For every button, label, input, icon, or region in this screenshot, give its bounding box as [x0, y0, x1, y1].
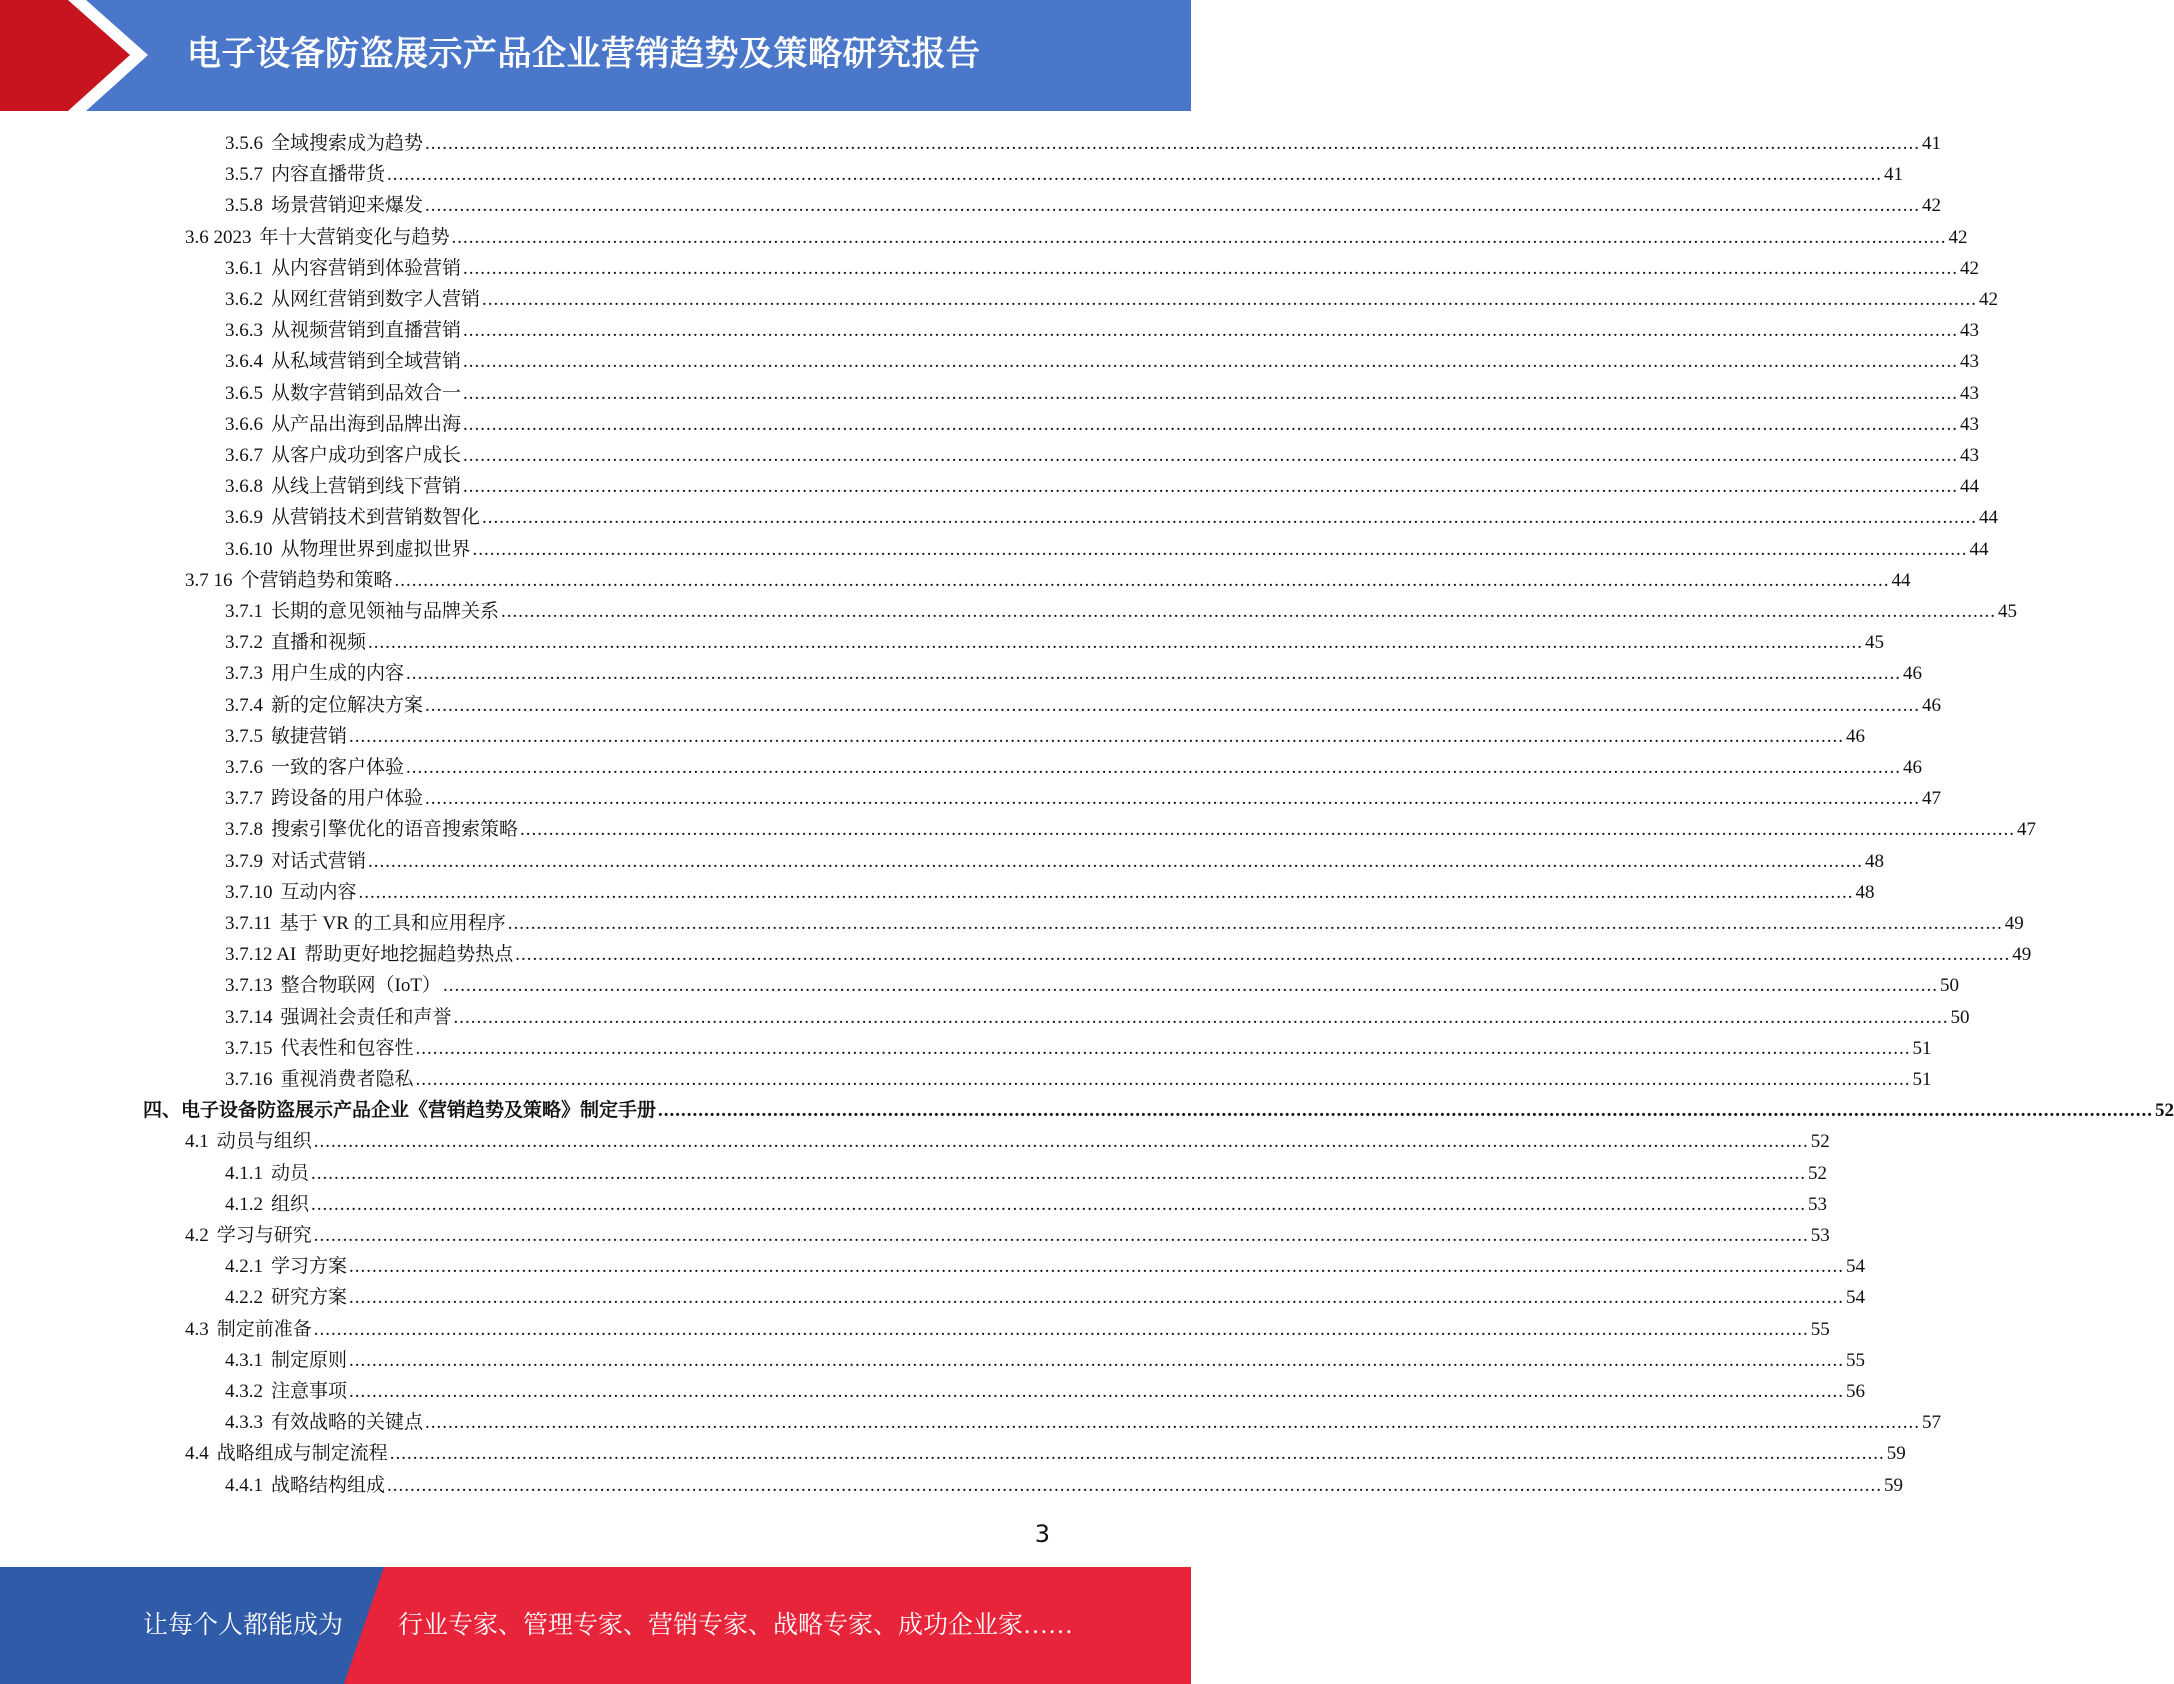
toc-entry-number: 3.6.10: [225, 538, 273, 560]
toc-entry-page: 57: [1922, 1412, 1942, 1434]
toc-entry-number: 3.7.8: [225, 819, 263, 841]
toc-leader-dots: ....................................................................................................................................................................................................................................................................: [425, 1412, 1921, 1434]
toc-leader-dots: ....................................................................................................................................................................................................................................................................: [349, 1256, 1845, 1278]
toc-entry-page: 41: [1922, 133, 1942, 154]
toc-entry-number: 4.2.1: [225, 1256, 263, 1278]
toc-entry-title: 内容直播带货: [271, 164, 386, 186]
toc-entry-title: 从私域营销到全域营销: [271, 351, 462, 373]
toc-leader-dots: ....................................................................................................................................................................................................................................................................: [406, 663, 1902, 685]
toc-entry[interactable]: [143, 1095, 2174, 1126]
toc-entry-page: 51: [1912, 1069, 1932, 1090]
toc-entry-title: 注意事项: [271, 1381, 348, 1402]
toc-leader-dots: ....................................................................................................................................................................................................................................................................: [501, 601, 1997, 622]
toc-entry[interactable]: [225, 1002, 1970, 1033]
toc-entry-title: 学习方案: [271, 1256, 348, 1278]
toc-entry-number: 3.7.16: [225, 1069, 273, 1090]
toc-leader-dots: ....................................................................................................................................................................................................................................................................: [313, 1318, 1809, 1340]
toc-leader-dots: ....................................................................................................................................................................................................................................................................: [515, 944, 2011, 966]
toc-entry-number: 3.7.2: [225, 632, 263, 654]
toc-entry-number: 4.1: [185, 1131, 209, 1153]
toc-entry-number: 4.1.2: [225, 1193, 263, 1215]
toc-leader-dots: ....................................................................................................................................................................................................................................................................: [311, 1162, 1807, 1184]
toc-entry-title: 用户生成的内容: [271, 663, 405, 685]
toc-entry-title: 战略组成与制定流程: [216, 1443, 388, 1465]
toc-entry[interactable]: [225, 596, 2018, 627]
page-footer: [0, 1567, 1191, 1684]
toc-entry-title: 研究方案: [271, 1287, 348, 1309]
toc-entry-number: 4.3.2: [225, 1381, 263, 1402]
toc-entry[interactable]: [225, 534, 1989, 565]
toc-entry-page: 46: [1903, 757, 1923, 778]
toc-entry-title: 制定原则: [271, 1349, 348, 1371]
toc-entry[interactable]: [185, 1220, 1830, 1251]
toc-entry-page: 56: [1846, 1381, 1866, 1402]
toc-entry[interactable]: [225, 939, 2032, 970]
toc-entry-number: 3.7.1: [225, 601, 263, 622]
toc-entry-number: 4.3: [185, 1318, 209, 1340]
toc-entry[interactable]: [225, 502, 1999, 533]
toc-entry-number: 3.6.3: [225, 320, 263, 342]
footer-slogan-right: 行业专家、管理专家、营销专家、战略专家、成功企业家……: [398, 1612, 1074, 1639]
toc-entry[interactable]: [225, 378, 1980, 409]
toc-leader-dots: ....................................................................................................................................................................................................................................................................: [406, 757, 1902, 778]
toc-entry-title: 一致的客户体验: [271, 757, 405, 778]
toc-entry-page: 45: [1998, 601, 2018, 622]
toc-leader-dots: ....................................................................................................................................................................................................................................................................: [463, 382, 1959, 404]
toc-entry-number: 4.2.2: [225, 1287, 263, 1309]
toc-entry-page: 43: [1960, 351, 1980, 373]
page-number: 3: [1034, 1520, 1050, 1548]
toc-entry-number: 3.5.7: [225, 164, 263, 186]
toc-leader-dots: ....................................................................................................................................................................................................................................................................: [368, 850, 1864, 872]
toc-leader-dots: ....................................................................................................................................................................................................................................................................: [658, 1100, 2154, 1122]
toc-entry[interactable]: [225, 658, 1923, 689]
toc-leader-dots: ....................................................................................................................................................................................................................................................................: [425, 788, 1921, 810]
toc-entry-title: 重视消费者隐私: [280, 1069, 414, 1090]
toc-entry-page: 46: [1846, 725, 1866, 747]
toc-entry-page: 42: [1922, 195, 1942, 217]
toc-leader-dots: ....................................................................................................................................................................................................................................................................: [463, 351, 1959, 373]
toc-entry-page: 52: [2155, 1100, 2174, 1122]
toc-leader-dots: ....................................................................................................................................................................................................................................................................: [394, 569, 1890, 591]
toc-entry-title: 战略结构组成: [271, 1474, 386, 1496]
toc-entry-number: 3.6.9: [225, 507, 263, 529]
toc-entry[interactable]: [185, 565, 1911, 596]
toc-entry-number: 3.6.5: [225, 382, 263, 404]
toc-entry-title: 敏捷营销: [271, 725, 348, 747]
toc-leader-dots: ....................................................................................................................................................................................................................................................................: [389, 1443, 1885, 1465]
toc-entry-page: 53: [1810, 1225, 1830, 1246]
toc-entry-title: 从客户成功到客户成长: [271, 445, 462, 466]
toc-entry-page: 46: [1922, 694, 1942, 716]
toc-entry-page: 50: [1950, 1006, 1970, 1028]
toc-entry[interactable]: [225, 159, 1904, 190]
toc-entry-title: 场景营销迎来爆发: [271, 195, 424, 217]
toc-entry-number: 4.2: [185, 1225, 209, 1246]
header-arrow-decoration: [0, 0, 200, 111]
toc-entry-page: 52: [1810, 1131, 1830, 1153]
toc-entry-number: 3.7.5: [225, 725, 263, 747]
toc-entry[interactable]: [225, 128, 1942, 159]
toc-entry[interactable]: [225, 440, 1980, 471]
toc-entry[interactable]: [225, 1158, 1828, 1189]
toc-entry-title: 年十大营销变化与趋势: [259, 226, 450, 248]
toc-entry[interactable]: [225, 877, 1875, 908]
toc-entry-number: 4.3.3: [225, 1412, 263, 1434]
toc-entry-title: 制定前准备: [216, 1318, 312, 1340]
toc-entry-title: 从营销技术到营销数智化: [271, 507, 481, 529]
toc-entry[interactable]: [225, 1064, 1932, 1095]
toc-entry-page: 43: [1960, 445, 1980, 466]
toc-entry-title: 从数字营销到品效合一: [271, 382, 462, 404]
toc-entry[interactable]: [225, 1345, 1866, 1376]
toc-entry-page: 43: [1960, 382, 1980, 404]
toc-entry-title: 从内容营销到体验营销: [271, 257, 462, 279]
toc-entry-number: 3.5.6: [225, 133, 263, 154]
toc-leader-dots: ....................................................................................................................................................................................................................................................................: [368, 632, 1864, 654]
toc-entry-page: 48: [1855, 881, 1875, 903]
toc-leader-dots: ....................................................................................................................................................................................................................................................................: [507, 913, 2003, 934]
toc-entry-title: 帮助更好地挖掘趋势热点: [304, 944, 514, 966]
toc-entry-page: 48: [1865, 850, 1885, 872]
toc-leader-dots: ....................................................................................................................................................................................................................................................................: [425, 133, 1921, 154]
toc-entry-number: 3.6.4: [225, 351, 263, 373]
toc-entry-page: 42: [1960, 257, 1980, 279]
toc-leader-dots: ....................................................................................................................................................................................................................................................................: [463, 320, 1959, 342]
toc-entry-title: 电子设备防盗展示产品企业《营销趋势及策略》制定手册: [181, 1100, 657, 1122]
toc-entry-number: 3.6.7: [225, 445, 263, 466]
toc-leader-dots: ....................................................................................................................................................................................................................................................................: [349, 725, 1845, 747]
toc-entry[interactable]: [225, 346, 1980, 377]
toc-entry-title: 跨设备的用户体验: [271, 788, 424, 810]
toc-leader-dots: ....................................................................................................................................................................................................................................................................: [482, 507, 1978, 529]
toc-entry[interactable]: [225, 1189, 1828, 1220]
toc-entry-page: 55: [1846, 1349, 1866, 1371]
toc-entry-page: 54: [1846, 1287, 1866, 1309]
toc-entry-page: 42: [1948, 226, 1968, 248]
toc-leader-dots: ....................................................................................................................................................................................................................................................................: [453, 1006, 1949, 1028]
toc-entry-number: 3.6.6: [225, 413, 263, 435]
toc-entry[interactable]: [225, 908, 2024, 939]
toc-entry-page: 54: [1846, 1256, 1866, 1278]
toc-entry-number: 3.6.8: [225, 476, 263, 498]
toc-entry-title: 动员与组织: [216, 1131, 312, 1153]
toc-leader-dots: ....................................................................................................................................................................................................................................................................: [349, 1287, 1845, 1309]
toc-leader-dots: ....................................................................................................................................................................................................................................................................: [451, 226, 1947, 248]
toc-entry[interactable]: [185, 1438, 1906, 1469]
toc-entry-page: 49: [2012, 944, 2032, 966]
toc-entry[interactable]: [225, 190, 1942, 221]
toc-entry-title: 基于 VR 的工具和应用程序: [279, 913, 506, 934]
toc-entry-page: 59: [1886, 1443, 1906, 1465]
toc-entry[interactable]: [185, 1126, 1830, 1157]
toc-entry-title: 动员: [271, 1162, 310, 1184]
toc-entry-number: 3.7.15: [225, 1037, 273, 1059]
toc-entry[interactable]: [225, 471, 1980, 502]
toc-entry-title: 代表性和包容性: [280, 1037, 414, 1059]
toc-entry-number: 四、: [143, 1100, 182, 1122]
toc-entry[interactable]: [225, 846, 1885, 877]
toc-entry-page: 49: [2004, 913, 2024, 934]
toc-entry-title: 从网红营销到数字人营销: [271, 289, 481, 310]
toc-entry[interactable]: [225, 690, 1942, 721]
toc-entry-page: 43: [1960, 413, 1980, 435]
toc-entry[interactable]: [225, 1470, 1904, 1501]
toc-entry[interactable]: [225, 721, 1866, 752]
toc-entry-title: 直播和视频: [271, 632, 367, 654]
toc-entry-title: 从物理世界到虚拟世界: [280, 538, 471, 560]
toc-entry[interactable]: [225, 1376, 1866, 1407]
toc-entry[interactable]: [225, 814, 2037, 845]
toc-entry[interactable]: [225, 284, 1999, 315]
toc-entry-page: 50: [1939, 975, 1959, 997]
toc-leader-dots: ....................................................................................................................................................................................................................................................................: [463, 445, 1959, 466]
toc-entry-page: 44: [1969, 538, 1989, 560]
footer-slogan-left: 让每个人都能成为: [143, 1612, 344, 1639]
toc-entry-number: 3.7.6: [225, 757, 263, 778]
toc-leader-dots: ....................................................................................................................................................................................................................................................................: [313, 1225, 1809, 1246]
toc-entry-page: 42: [1979, 289, 1999, 310]
toc-entry-title: 从线上营销到线下营销: [271, 476, 462, 498]
toc-entry-number: 3.6.2: [225, 289, 263, 310]
toc-entry-title: 对话式营销: [271, 850, 367, 872]
toc-entry[interactable]: [225, 752, 1923, 783]
toc-entry[interactable]: [225, 1033, 1932, 1064]
toc-entry-number: 3.7.10: [225, 881, 273, 903]
toc-entry-title: 互动内容: [280, 881, 357, 903]
toc-entry-number: 4.1.1: [225, 1162, 263, 1184]
toc-entry-number: 3.7.9: [225, 850, 263, 872]
toc-leader-dots: ....................................................................................................................................................................................................................................................................: [463, 413, 1959, 435]
toc-entry-title: 学习与研究: [216, 1225, 312, 1246]
toc-entry-page: 45: [1865, 632, 1885, 654]
toc-entry[interactable]: [225, 253, 1980, 284]
toc-entry-number: 3.7.13: [225, 975, 273, 997]
toc-entry-title: 组织: [271, 1193, 310, 1215]
toc-leader-dots: ....................................................................................................................................................................................................................................................................: [482, 289, 1978, 310]
page-header: [0, 0, 1191, 111]
toc-entry-number: 3.6 2023: [185, 226, 252, 248]
toc-entry-page: 46: [1903, 663, 1923, 685]
toc-entry-number: 4.4.1: [225, 1474, 263, 1496]
toc-leader-dots: ....................................................................................................................................................................................................................................................................: [387, 1474, 1883, 1496]
toc-leader-dots: ....................................................................................................................................................................................................................................................................: [442, 975, 1938, 997]
toc-entry-title: 从产品出海到品牌出海: [271, 413, 462, 435]
toc-entry-title: 新的定位解决方案: [271, 694, 424, 716]
toc-entry-title: 长期的意见领袖与品牌关系: [271, 601, 500, 622]
toc-leader-dots: ....................................................................................................................................................................................................................................................................: [349, 1381, 1845, 1402]
toc-entry-page: 44: [1960, 476, 1980, 498]
toc-entry[interactable]: [225, 783, 1942, 814]
toc-entry-title: 搜索引擎优化的语音搜索策略: [271, 819, 519, 841]
toc-leader-dots: ....................................................................................................................................................................................................................................................................: [415, 1069, 1911, 1090]
toc-entry-number: 4.3.1: [225, 1349, 263, 1371]
toc-entry-page: 51: [1912, 1037, 1932, 1059]
toc-entry-title: 整合物联网（IoT）: [280, 975, 441, 997]
toc-entry-number: 3.7.11: [225, 913, 272, 934]
toc-entry[interactable]: [225, 315, 1980, 346]
toc-leader-dots: ....................................................................................................................................................................................................................................................................: [472, 538, 1968, 560]
toc-leader-dots: ....................................................................................................................................................................................................................................................................: [311, 1193, 1807, 1215]
toc-entry[interactable]: [225, 1282, 1866, 1313]
toc-entry[interactable]: [225, 1251, 1866, 1282]
toc-entry-page: 59: [1884, 1474, 1904, 1496]
toc-entry-title: 个营销趋势和策略: [240, 569, 393, 591]
toc-entry-page: 41: [1884, 164, 1904, 186]
toc-entry[interactable]: [225, 1407, 1942, 1438]
toc-leader-dots: ....................................................................................................................................................................................................................................................................: [313, 1131, 1809, 1153]
toc-leader-dots: ....................................................................................................................................................................................................................................................................: [520, 819, 2016, 841]
toc-entry-page: 52: [1808, 1162, 1828, 1184]
toc-leader-dots: ....................................................................................................................................................................................................................................................................: [358, 881, 1854, 903]
toc-entry-number: 3.5.8: [225, 195, 263, 217]
toc-entry-number: 3.7.7: [225, 788, 263, 810]
toc-leader-dots: ....................................................................................................................................................................................................................................................................: [349, 1349, 1845, 1371]
toc-leader-dots: ....................................................................................................................................................................................................................................................................: [425, 195, 1921, 217]
toc-leader-dots: ....................................................................................................................................................................................................................................................................: [415, 1037, 1911, 1059]
toc-entry[interactable]: [225, 627, 1885, 658]
toc-leader-dots: ....................................................................................................................................................................................................................................................................: [387, 164, 1883, 186]
toc-entry[interactable]: [225, 409, 1980, 440]
toc-entry-number: 3.6.1: [225, 257, 263, 279]
toc-entry-page: 53: [1808, 1193, 1828, 1215]
toc-leader-dots: ....................................................................................................................................................................................................................................................................: [425, 694, 1921, 716]
toc-entry-number: 3.7.14: [225, 1006, 273, 1028]
toc-entry-title: 强调社会责任和声誉: [280, 1006, 452, 1028]
toc-entry-number: 3.7 16: [185, 569, 233, 591]
toc-entry-title: 有效战略的关键点: [271, 1412, 424, 1434]
toc-entry-number: 3.7.12 AI: [225, 944, 297, 966]
toc-entry-page: 43: [1960, 320, 1980, 342]
toc-entry-page: 47: [1922, 788, 1942, 810]
toc-entry-page: 47: [2017, 819, 2037, 841]
report-title: 电子设备防盗展示产品企业营销趋势及策略研究报告: [187, 34, 981, 74]
toc-entry-page: 44: [1891, 569, 1911, 591]
toc-leader-dots: ....................................................................................................................................................................................................................................................................: [463, 257, 1959, 279]
toc-entry-page: 44: [1979, 507, 1999, 529]
toc-entry-page: 55: [1810, 1318, 1830, 1340]
toc-entry-number: 3.7.3: [225, 663, 263, 685]
toc-entry[interactable]: [225, 970, 1959, 1001]
toc-leader-dots: ....................................................................................................................................................................................................................................................................: [463, 476, 1959, 498]
toc-entry-title: 从视频营销到直播营销: [271, 320, 462, 342]
toc-entry-number: 4.4: [185, 1443, 209, 1465]
toc-entry[interactable]: [185, 222, 1968, 253]
toc-entry[interactable]: [185, 1314, 1830, 1345]
toc-entry-number: 3.7.4: [225, 694, 263, 716]
toc-entry-title: 全域搜索成为趋势: [271, 133, 424, 154]
